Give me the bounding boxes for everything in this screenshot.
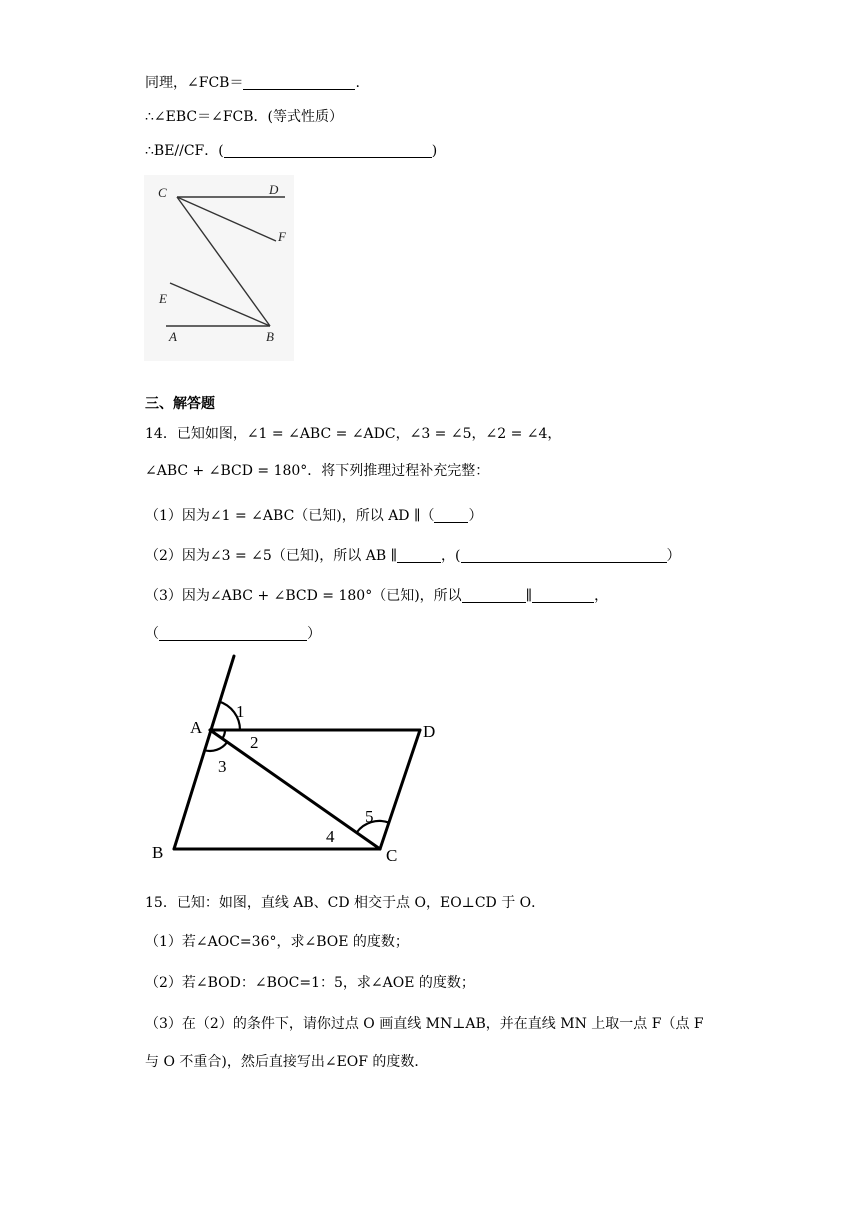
line-dc [380,730,420,849]
text: ） [468,508,483,524]
q15-line1: 15．已知：如图，直线 AB、CD 相交于点 O，EO⊥CD 于 O． [145,895,546,911]
text: （ [145,626,159,642]
text: ∴∠EBC＝∠FCB．(等式性质） [145,109,344,125]
figure-parallelogram [140,652,450,874]
answer-blank[interactable] [224,142,432,158]
figure-zigzag [144,175,294,361]
answer-blank[interactable] [397,547,441,563]
line-ac [210,730,380,849]
angle-label-4: 4 [326,827,335,846]
text: ） [666,548,681,564]
label-a: A [190,718,203,737]
answer-blank[interactable] [532,587,594,603]
text: ) [431,143,438,159]
label-b: B [152,843,164,862]
angle-label-1: 1 [236,702,245,721]
q14-part1 [145,506,482,526]
q14-part3-reason [145,624,321,644]
text: （1）因为∠1 = ∠ABC（已知)，所以 AD ∥（ [145,508,435,524]
q14-line1: 14．已知如图，∠1 = ∠ABC = ∠ADC，∠3 = ∠5，∠2 = ∠4， [145,426,562,442]
q15-part3-cont: 与 O 不重合)，然后直接写出∠EOF 的度数． [145,1054,429,1070]
label-d: D [269,182,279,197]
label-c: C [158,185,167,200]
q14-line2: ∠ABC + ∠BCD = 180°．将下列推理过程补充完整： [145,463,490,479]
answer-blank[interactable] [434,507,468,523]
text: ∴BE//CF．( [145,143,224,159]
text-line-be-cf [145,141,437,161]
angle-label-5: 5 [365,807,374,826]
q15-part3: （3）在（2）的条件下，请你过点 O 画直线 MN⊥AB，并在直线 MN 上取一点 F（点 F [145,1016,704,1032]
line-ab-extended [174,656,234,849]
text-line-ebc [145,107,343,127]
angle-label-2: 2 [250,733,259,752]
label-a: A [169,329,177,344]
q15-part1: （1）若∠AOC=36°，求∠BOE 的度数； [145,934,409,950]
text: ） [307,626,321,642]
text: . [355,75,360,91]
text: 同理，∠FCB＝ [145,75,244,91]
answer-blank[interactable] [461,547,667,563]
text: （2）因为∠3 = ∠5（已知)，所以 AB ∥ [145,548,398,564]
answer-blank[interactable] [159,625,307,641]
label-b: B [266,329,274,344]
text-line-fcb [145,73,360,93]
label-d: D [423,722,436,741]
text: ， [594,588,609,604]
label-e: E [159,291,167,306]
text: ∥ [525,588,533,604]
angle-label-3: 3 [218,757,227,776]
text: ，( [441,548,461,564]
label-c: C [386,846,398,865]
q14-part3 [145,586,608,606]
q14-part2 [145,546,681,566]
text: （3）因为∠ABC + ∠BCD = 180°（已知)，所以 [145,588,462,604]
section-heading: 三、解答题 [145,396,215,412]
label-f: F [278,229,286,244]
q15-part2: （2）若∠BOD：∠BOC=1：5，求∠AOE 的度数； [145,975,475,991]
answer-blank[interactable] [243,74,355,90]
answer-blank[interactable] [462,587,526,603]
